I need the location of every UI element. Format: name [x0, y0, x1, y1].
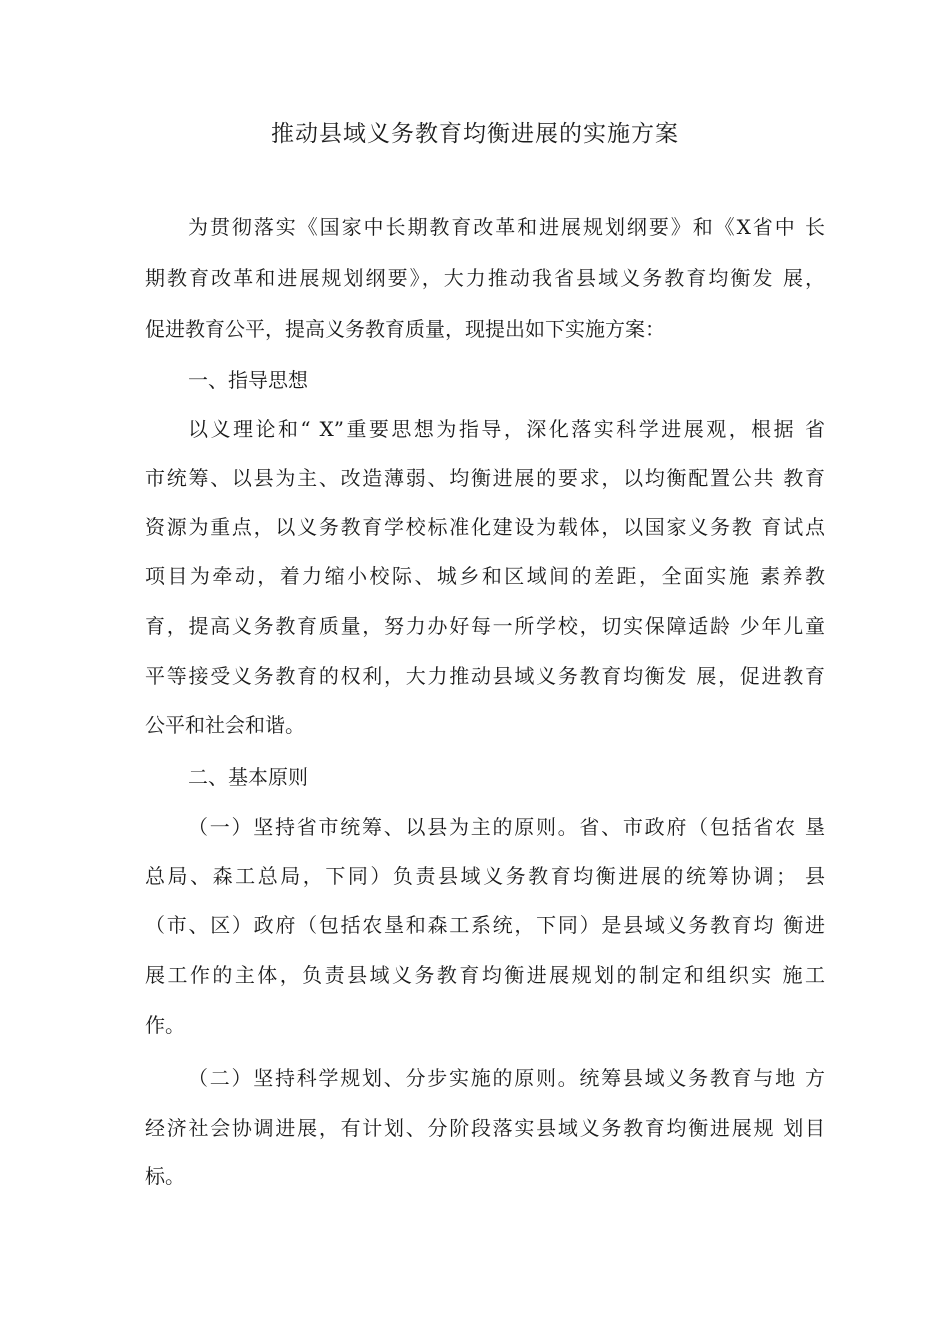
section-heading: 二、基本原则: [188, 765, 308, 789]
paragraph-line: （一）坚持省市统筹、以县为主的原则。省、市政府（包括省农 垦: [188, 815, 825, 839]
paragraph-line: 展工作的主体，负责县域义务教育均衡进展规划的制定和组织实 施工: [145, 963, 825, 987]
paragraph-line: 市统筹、以县为主、改造薄弱、均衡进展的要求，以均衡配置公共 教育: [145, 466, 825, 490]
section-heading: 一、指导思想: [188, 368, 308, 392]
paragraph-line: 经济社会协调进展，有计划、分阶段落实县域义务教育均衡进展规 划目: [145, 1116, 825, 1140]
paragraph-line: 期教育改革和进展规划纲要》，大力推动我省县域义务教育均衡发 展，: [145, 266, 825, 290]
paragraph-line: 标。: [145, 1164, 185, 1188]
paragraph-line: 促进教育公平，提高义务教育质量，现提出如下实施方案：: [145, 317, 665, 341]
paragraph-line: （二）坚持科学规划、分步实施的原则。统筹县域义务教育与地 方: [188, 1066, 825, 1090]
paragraph-line: 平等接受义务教育的权利，大力推动县域义务教育均衡发 展，促进教育: [145, 664, 825, 688]
paragraph-line: 作。: [145, 1013, 185, 1037]
document-title: 推动县域义务教育均衡进展的实施方案: [271, 121, 679, 147]
paragraph-line: 总局、森工总局，下同）负责县域义务教育均衡进展的统筹协调； 县: [145, 864, 825, 888]
paragraph-line: 为贯彻落实《国家中长期教育改革和进展规划纲要》和《X省中 长: [188, 215, 825, 239]
paragraph-line: 以义理论和“ X”重要思想为指导，深化落实科学进展观，根据 省: [188, 417, 825, 441]
paragraph-line: 资源为重点，以义务教育学校标准化建设为载体，以国家义务教 育试点: [145, 515, 825, 539]
paragraph-line: （市、区）政府（包括农垦和森工系统，下同）是县域义务教育均 衡进: [145, 913, 825, 937]
paragraph-line: 育，提高义务教育质量，努力办好每一所学校，切实保障适龄 少年儿童: [145, 614, 825, 638]
paragraph-line: 公平和社会和谐。: [145, 713, 305, 737]
paragraph-line: 项目为牵动，着力缩小校际、城乡和区域间的差距，全面实施 素养教: [145, 564, 825, 588]
